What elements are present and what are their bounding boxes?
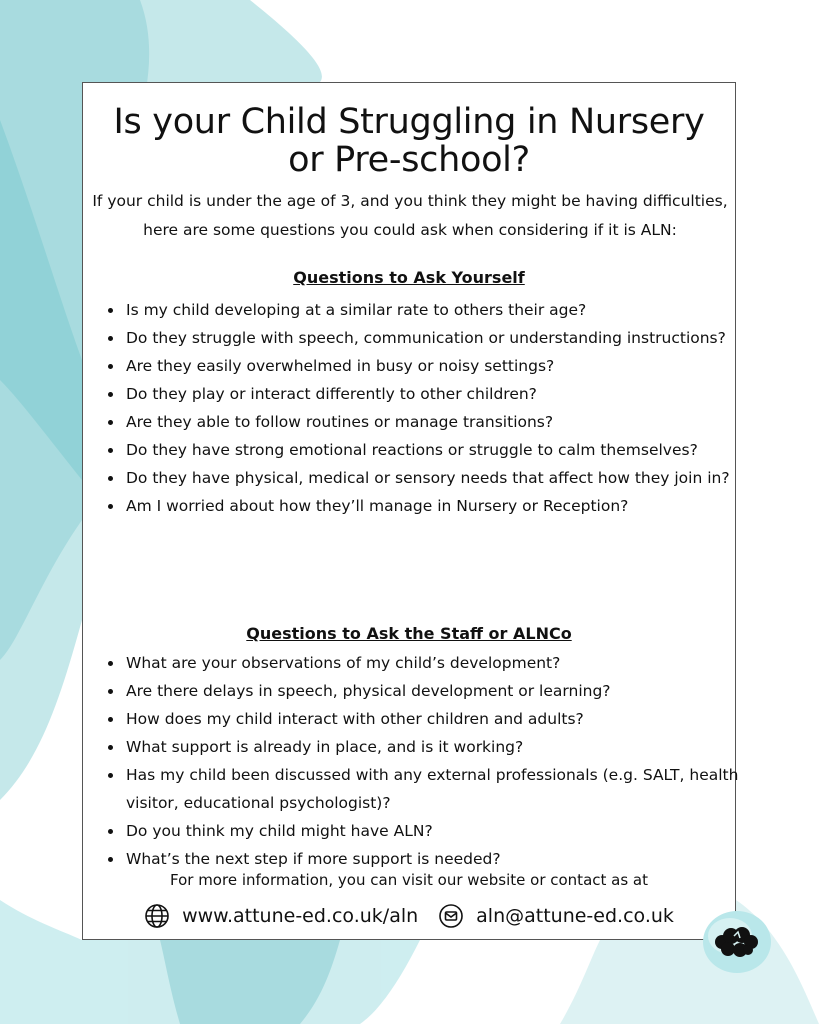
email-address: aln@attune-ed.co.uk [476, 905, 674, 927]
list-item: • Do they have physical, medical or sensory needs that affect how they join in? [124, 464, 742, 492]
questions-yourself-list [105, 296, 742, 520]
email-link[interactable] [438, 903, 674, 929]
mail-icon [438, 903, 464, 929]
list-item: • Are there delays in speech, physical development or learning? [124, 677, 742, 705]
contact-row [83, 903, 735, 929]
list-item: • How does my child interact with other children and adults? [124, 705, 742, 733]
page-title [83, 103, 735, 179]
list-item: • Has my child been discussed with any external professionals (e.g. SALT, health visitor, educational psychologist)? [124, 761, 742, 817]
content-card [82, 82, 739, 940]
list-item: • Are they easily overwhelmed in busy or noisy settings? [124, 352, 742, 380]
logo-brain-icon [700, 906, 774, 976]
list-item: • What’s the next step if more support is needed? [124, 845, 742, 873]
list-item: • Do they struggle with speech, communication or understanding instructions? [124, 324, 742, 352]
section-heading-staff: Questions to Ask the Staff or ALNCo [246, 624, 572, 643]
title-line-2: or Pre-school? [288, 140, 530, 180]
website-link[interactable] [144, 903, 418, 929]
list-item: • Am I worried about how they’ll manage in Nursery or Reception? [124, 492, 742, 520]
list-item: • Do you think my child might have ALN? [124, 817, 742, 845]
section-heading-yourself: Questions to Ask Yourself [293, 268, 525, 287]
list-item: • Do they have strong emotional reactions or struggle to calm themselves? [124, 436, 742, 464]
list-item: • What support is already in place, and is it working? [124, 733, 742, 761]
title-line-1: Is your Child Struggling in Nursery [113, 102, 705, 142]
list-item: • What are your observations of my child’s development? [124, 649, 742, 677]
website-url: www.attune-ed.co.uk/aln [182, 905, 419, 927]
globe-icon [144, 903, 170, 929]
list-item: • Are they able to follow routines or manage transitions? [124, 408, 742, 436]
more-info-text: For more information, you can visit our website or contact as at [169, 871, 648, 889]
list-item: • Do they play or interact differently to other children? [124, 380, 742, 408]
questions-staff-list [105, 649, 742, 873]
intro-text: If your child is under the age of 3, and you think they might be having difficulties, here are some questions you could ask when considering if it is ALN: [92, 192, 728, 239]
list-item: • Is my child developing at a similar rate to others their age? [124, 296, 742, 324]
